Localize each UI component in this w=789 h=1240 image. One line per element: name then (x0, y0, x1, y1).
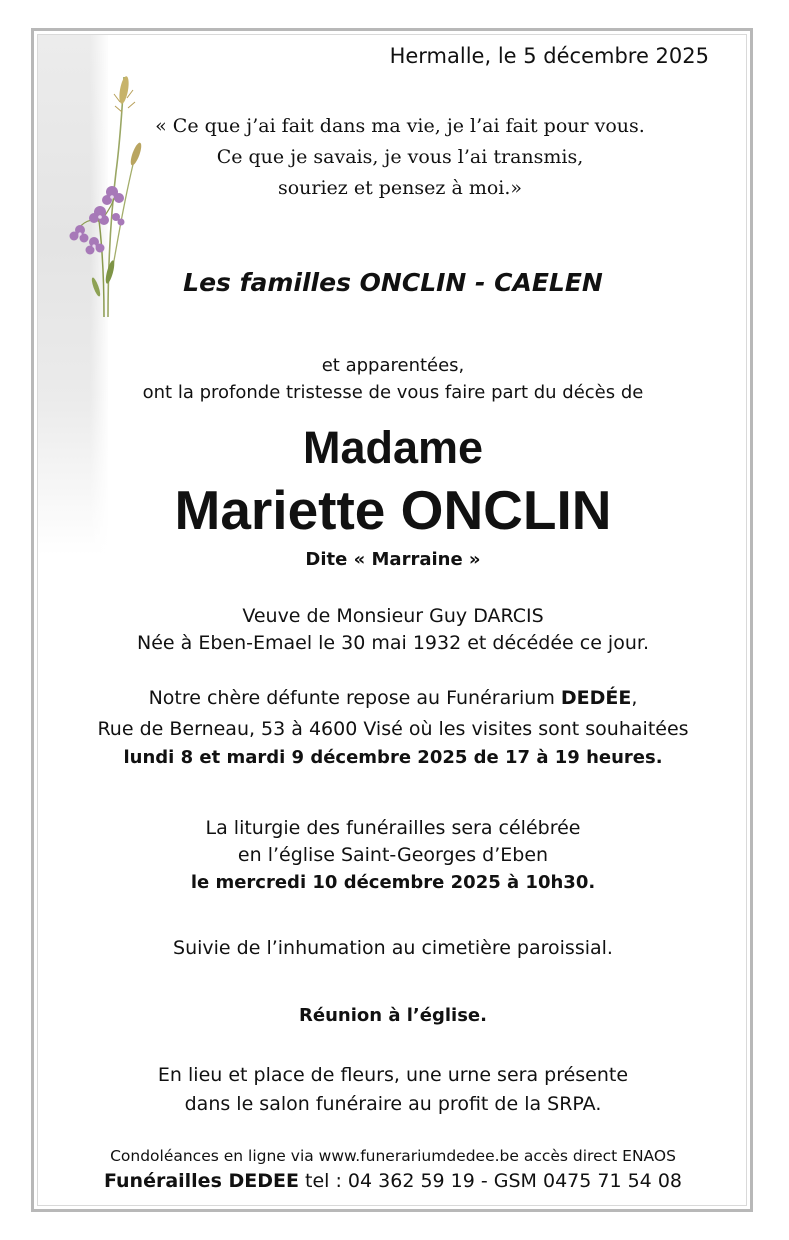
deceased-name: Mariette ONCLIN (174, 479, 612, 541)
visitation-line-1 (40, 685, 746, 712)
flowers-line-1: En lieu et place de fleurs, une urne sera présente (157, 1064, 629, 1086)
details-line-1: Veuve de Monsieur Guy DARCIS (242, 605, 544, 627)
condolences-line: Condoléances en ligne via www.funerariumdedee.be accès direct ENAOS (110, 1147, 676, 1165)
announcement-line-1: et apparentées, (321, 355, 465, 376)
company-name: Funérailles DEDEE (103, 1170, 299, 1192)
burial-line: Suivie de l’inhumation au cimetière paroissial. (173, 937, 613, 959)
date-line: Hermalle, le 5 décembre 2025 (389, 44, 709, 68)
liturgy-line-1: La liturgie des funérailles sera célébrée (205, 817, 581, 839)
visitation-line-2: Rue de Berneau, 53 à 4600 Visé où les visites sont souhaitées (97, 718, 689, 740)
contact-line (40, 1170, 746, 1192)
quote-line-3: souriez et pensez à moi.» (277, 177, 523, 199)
visitation-line-1-prefix: Notre chère défunte repose au Funérarium (148, 687, 561, 709)
funerarium-name: DEDÉE (560, 687, 632, 709)
quote-line-2: Ce que je savais, je vous l’ai transmis, (216, 146, 584, 168)
visitation-line-1-suffix: , (631, 687, 638, 709)
flowers-line-2: dans le salon funéraire au profit de la SRPA. (184, 1093, 602, 1115)
meeting-line: Réunion à l’église. (299, 1005, 487, 1026)
liturgy-line-2: en l’église Saint-Georges d’Eben (237, 844, 549, 866)
details-line-2: Née à Eben-Emael le 30 mai 1932 et décédée ce jour. (137, 632, 649, 654)
families-heading: Les familles ONCLIN - CAELEN (183, 268, 603, 297)
deceased-title: Madame (302, 422, 484, 473)
announcement-line-2: ont la profonde tristesse de vous faire part du décès de (142, 382, 644, 403)
deceased-nickname: Dite « Marraine » (305, 549, 481, 570)
contact-numbers: tel : 04 362 59 19 - GSM 0475 71 54 08 (298, 1170, 682, 1192)
visitation-line-3: lundi 8 et mardi 9 décembre 2025 de 17 à 19 heures. (123, 747, 663, 768)
quote-line-1: « Ce que j’ai fait dans ma vie, je l’ai fait pour vous. (155, 115, 645, 137)
liturgy-line-3: le mercredi 10 décembre 2025 à 10h30. (190, 872, 596, 893)
